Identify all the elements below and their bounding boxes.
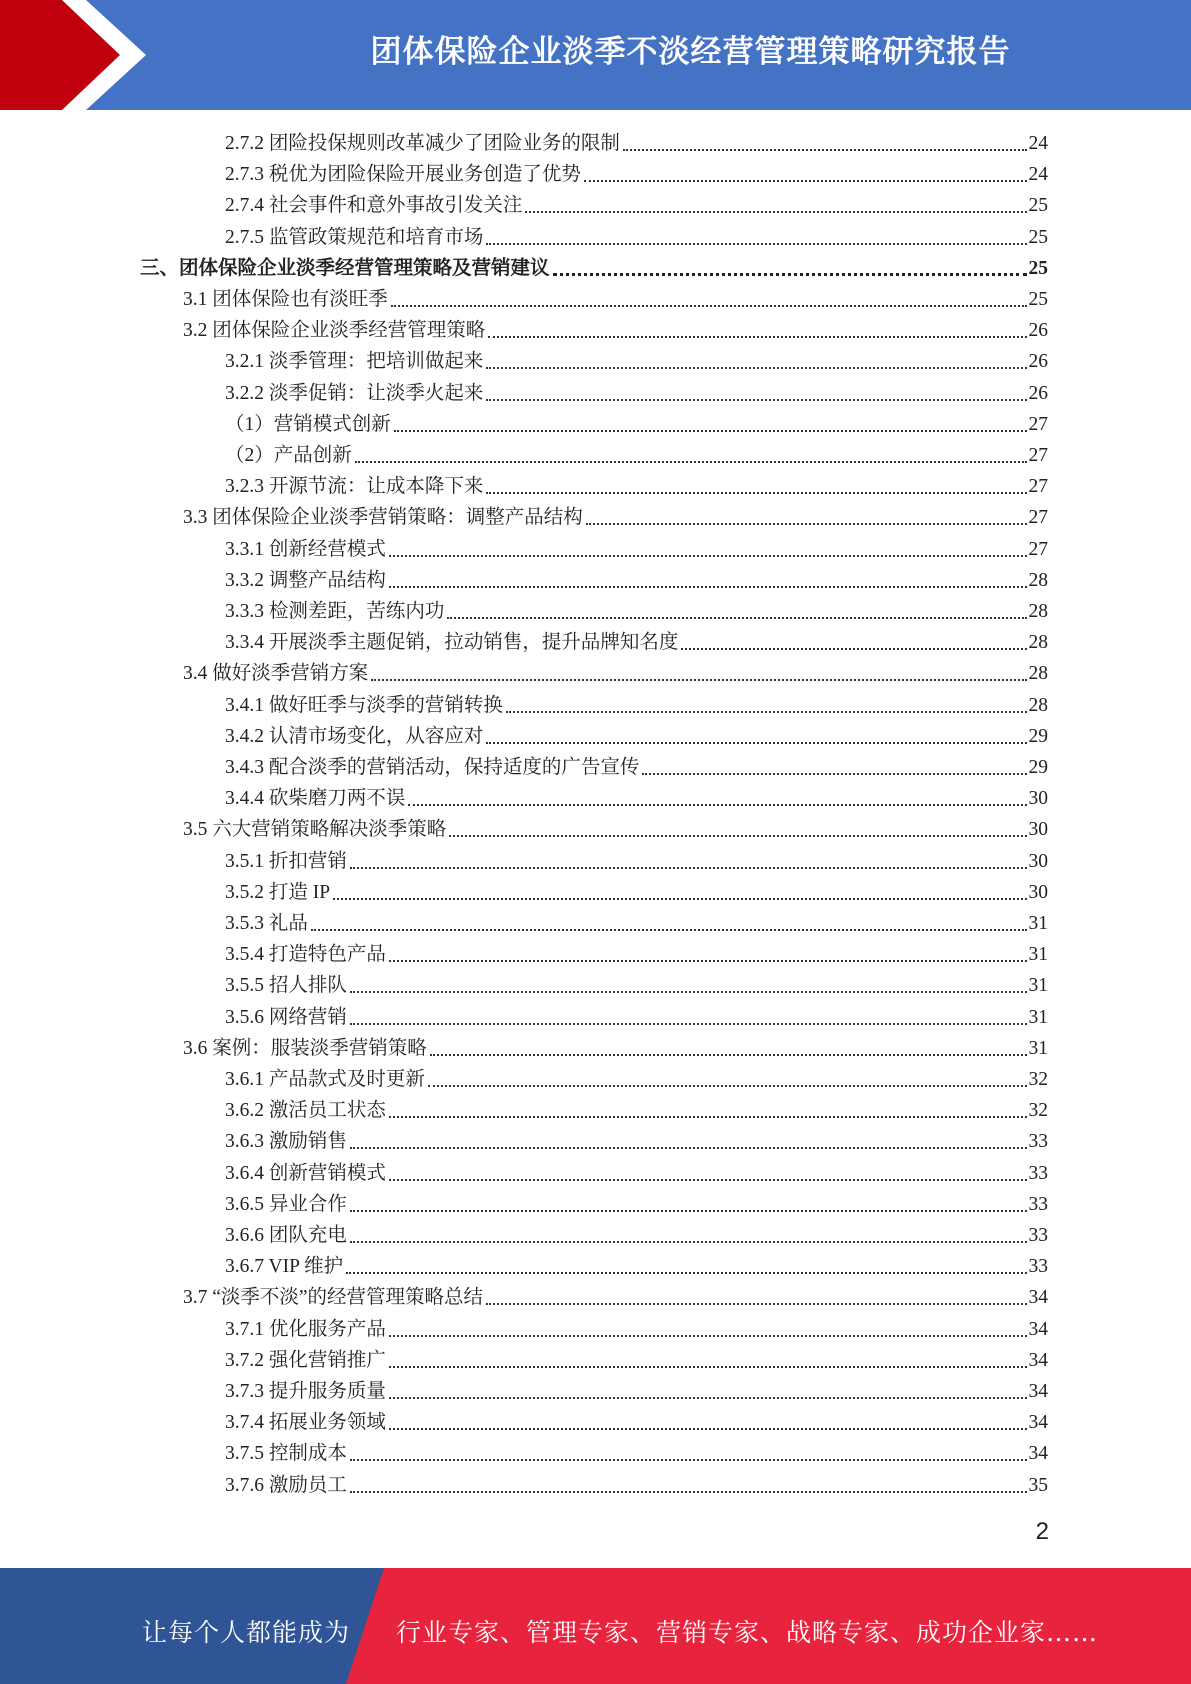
toc-entry-page: 28 — [1028, 601, 1048, 622]
toc-entry-page: 32 — [1028, 1100, 1048, 1122]
toc-entry-page: 26 — [1028, 320, 1048, 342]
toc-entry-page: 31 — [1028, 1006, 1048, 1028]
toc-entry-page: 33 — [1028, 1131, 1048, 1153]
toc-dot-leader — [447, 617, 1026, 619]
toc-dot-leader — [486, 492, 1026, 494]
toc-dot-leader — [389, 960, 1027, 962]
toc-dot-leader — [642, 773, 1026, 775]
toc-entry-page: 30 — [1028, 788, 1048, 810]
toc-entry-label: 3.2.3 开源节流：让成本降下来 — [225, 476, 484, 498]
toc-entry[interactable] — [225, 719, 1048, 750]
toc-entry[interactable] — [225, 1249, 1048, 1280]
toc-entry-label: 3.2.2 淡季促销：让淡季火起来 — [225, 382, 484, 404]
toc-dot-leader — [525, 211, 1026, 213]
toc-entry-label: （2）产品创新 — [225, 445, 352, 466]
toc-entry-page: 34 — [1028, 1318, 1048, 1340]
toc-entry-label: 3.6.3 激励销售 — [225, 1131, 347, 1153]
toc-entry[interactable] — [225, 438, 1048, 469]
toc-entry-page: 30 — [1028, 881, 1048, 903]
toc-entry-page: 26 — [1028, 382, 1048, 404]
toc-entry-page: 27 — [1028, 538, 1048, 560]
toc-dot-leader — [389, 1428, 1027, 1430]
toc-entry[interactable] — [225, 407, 1048, 438]
toc-entry-label: 3.7.5 控制成本 — [225, 1443, 347, 1465]
toc-entry[interactable] — [183, 812, 1048, 843]
toc-entry[interactable] — [183, 656, 1048, 687]
toc-entry[interactable] — [225, 1312, 1048, 1343]
toc-entry-page: 35 — [1028, 1474, 1048, 1496]
toc-entry-page: 34 — [1028, 1349, 1048, 1371]
toc-dot-leader — [355, 461, 1027, 463]
toc-dot-leader — [430, 1054, 1027, 1056]
toc-entry-label: 3.5 六大营销策略解决淡季策略 — [183, 819, 447, 841]
toc-entry[interactable] — [225, 532, 1048, 563]
toc-entry-label: 3.3.1 创新经营模式 — [225, 538, 386, 560]
toc-entry[interactable] — [225, 1000, 1048, 1031]
toc-entry[interactable] — [225, 875, 1048, 906]
toc-dot-leader — [350, 1147, 1027, 1149]
toc-entry[interactable] — [225, 188, 1048, 219]
toc-entry-page: 33 — [1028, 1225, 1048, 1246]
toc-entry-label: 3.7.1 优化服务产品 — [225, 1318, 386, 1340]
toc-entry[interactable] — [225, 563, 1048, 594]
toc-entry-label: 3.3.3 检测差距，苦练内功 — [225, 601, 445, 622]
header-arrow-decoration — [0, 0, 150, 110]
toc-entry-page: 31 — [1028, 1037, 1048, 1059]
toc-entry-label: 3.6.1 产品款式及时更新 — [225, 1069, 425, 1090]
toc-dot-leader — [449, 835, 1026, 837]
toc-entry[interactable] — [183, 282, 1048, 313]
toc-dot-leader — [350, 867, 1027, 869]
toc-entry[interactable] — [183, 1280, 1048, 1311]
footer-slogan-right: 行业专家、管理专家、营销专家、战略专家、成功企业家…… — [396, 1618, 1099, 1647]
toc-entry[interactable] — [225, 126, 1048, 157]
toc-dot-leader — [350, 1241, 1027, 1243]
toc-entry[interactable] — [225, 968, 1048, 999]
toc-dot-leader — [389, 586, 1027, 588]
toc-dot-leader — [486, 367, 1026, 369]
toc-entry[interactable] — [225, 220, 1048, 251]
toc-entry-page: 31 — [1028, 913, 1048, 934]
toc-entry[interactable] — [225, 1093, 1048, 1124]
toc-entry-page: 34 — [1028, 1381, 1048, 1402]
toc-entry[interactable] — [225, 157, 1048, 188]
toc-entry[interactable] — [225, 1468, 1048, 1499]
toc-entry[interactable] — [225, 1062, 1048, 1093]
toc-entry-page: 24 — [1028, 133, 1048, 154]
toc-entry-label: 3.1 团体保险也有淡旺季 — [183, 289, 388, 310]
toc-entry-page: 34 — [1028, 1412, 1048, 1434]
toc-entry-label: 2.7.2 团险投保规则改革减少了团险业务的限制 — [225, 133, 620, 154]
toc-entry-label: 3.2.1 淡季管理：把培训做起来 — [225, 351, 484, 373]
header-banner — [0, 0, 1191, 110]
toc-dot-leader — [311, 929, 1027, 931]
toc-entry[interactable] — [225, 906, 1048, 937]
toc-entry[interactable] — [225, 1436, 1048, 1467]
toc-entry-label: 2.7.4 社会事件和意外事故引发关注 — [225, 195, 523, 217]
toc-dot-leader — [389, 1116, 1027, 1118]
toc-dot-leader — [394, 430, 1027, 432]
footer-banner — [0, 1568, 1191, 1684]
toc-entry-label: 3.5.2 打造 IP — [225, 881, 331, 903]
toc-dot-leader — [350, 1210, 1027, 1212]
toc-entry-label: 3.5.1 折扣营销 — [225, 850, 347, 872]
toc-entry[interactable] — [183, 313, 1048, 344]
toc-entry-page: 27 — [1028, 413, 1048, 435]
toc-dot-leader — [350, 1491, 1027, 1493]
toc-entry-page: 32 — [1028, 1069, 1048, 1090]
toc-entry-label: 3.4.2 认清市场变化，从容应对 — [225, 725, 484, 747]
toc-entry-label: （1）营销模式创新 — [225, 413, 391, 435]
toc-dot-leader — [408, 804, 1026, 806]
toc-entry-page: 24 — [1028, 164, 1048, 186]
toc-entry-label: 3.4.4 砍柴磨刀两不误 — [225, 788, 406, 810]
toc-entry-label: 3.6 案例：服装淡季营销策略 — [183, 1037, 427, 1059]
toc-entry[interactable] — [140, 251, 1048, 282]
toc-entry-label: 3.5.5 招人排队 — [225, 975, 347, 997]
toc-entry[interactable] — [225, 594, 1048, 625]
footer-slogan-left: 让每个人都能成为 — [142, 1618, 351, 1647]
toc-dot-leader — [428, 1085, 1027, 1087]
toc-entry-label: 3.6.6 团队充电 — [225, 1225, 347, 1246]
toc-entry-label: 3.7.3 提升服务质量 — [225, 1381, 386, 1402]
toc-entry-label: 3.5.4 打造特色产品 — [225, 944, 386, 966]
toc-dot-leader — [389, 1366, 1027, 1368]
toc-entry-page: 34 — [1028, 1287, 1048, 1309]
toc-entry-page: 33 — [1028, 1256, 1048, 1278]
toc-dot-leader — [506, 711, 1027, 713]
toc-entry[interactable] — [225, 1156, 1048, 1187]
toc-dot-leader — [681, 648, 1026, 650]
toc-entry-page: 33 — [1028, 1162, 1048, 1184]
toc-dot-leader — [623, 149, 1027, 151]
toc-entry-page: 27 — [1028, 445, 1048, 466]
toc-dot-leader — [346, 1272, 1026, 1274]
toc-entry-page: 31 — [1028, 944, 1048, 966]
toc-entry[interactable] — [225, 1374, 1048, 1405]
toc-entry[interactable] — [225, 688, 1048, 719]
toc-entry[interactable] — [225, 781, 1048, 812]
toc-dot-leader — [486, 742, 1026, 744]
toc-entry[interactable] — [225, 376, 1048, 407]
toc-entry-label: 3.4.1 做好旺季与淡季的营销转换 — [225, 694, 503, 716]
toc-entry-page: 28 — [1028, 663, 1048, 685]
toc-dot-leader — [333, 898, 1026, 900]
toc-entry-label: 3.7.6 激励员工 — [225, 1474, 347, 1496]
toc-entry[interactable] — [183, 1031, 1048, 1062]
toc-entry[interactable] — [225, 1405, 1048, 1436]
toc-dot-leader — [350, 991, 1027, 993]
toc-entry[interactable] — [225, 469, 1048, 500]
toc-entry[interactable] — [225, 1218, 1048, 1249]
toc-entry-page: 27 — [1028, 507, 1048, 529]
toc-entry[interactable] — [225, 1124, 1048, 1155]
toc-dot-leader — [389, 1179, 1027, 1181]
toc-entry-page: 25 — [1028, 289, 1048, 310]
toc-entry[interactable] — [225, 750, 1048, 781]
toc-entry-page: 28 — [1028, 694, 1048, 716]
toc-entry-page: 34 — [1028, 1443, 1048, 1465]
toc-entry-page: 25 — [1028, 257, 1048, 279]
toc-entry-label: 3.7 “淡季不淡”的经营管理策略总结 — [183, 1287, 484, 1309]
toc-dot-leader — [586, 523, 1027, 525]
toc-entry-page: 29 — [1028, 757, 1048, 778]
toc-entry-page: 31 — [1028, 975, 1048, 997]
toc-dot-leader — [584, 180, 1027, 182]
toc-dot-leader — [389, 1335, 1027, 1337]
toc-dot-leader — [371, 679, 1026, 681]
toc-entry-label: 3.2 团体保险企业淡季经营管理策略 — [183, 320, 486, 342]
toc-entry-label: 3.6.5 异业合作 — [225, 1193, 347, 1215]
toc-dot-leader — [486, 1303, 1026, 1305]
toc-dot-leader — [486, 243, 1026, 245]
toc-entry[interactable] — [225, 937, 1048, 968]
toc-entry-label: 3.7.4 拓展业务领域 — [225, 1412, 386, 1434]
toc-entry-page: 26 — [1028, 351, 1048, 373]
toc-entry-page: 29 — [1028, 725, 1048, 747]
document-title: 团体保险企业淡季不淡经营管理策略研究报告 — [370, 34, 1011, 70]
toc-dot-leader — [486, 399, 1026, 401]
toc-entry-label: 3.4 做好淡季营销方案 — [183, 663, 369, 685]
toc-entry-label: 3.6.4 创新营销模式 — [225, 1162, 386, 1184]
toc-entry-label: 3.7.2 强化营销推广 — [225, 1349, 386, 1371]
toc-entry-label: 2.7.5 监管政策规范和培育市场 — [225, 226, 484, 248]
toc-entry[interactable] — [225, 844, 1048, 875]
toc-entry-page: 25 — [1028, 195, 1048, 217]
toc-entry-label: 3.5.6 网络营销 — [225, 1006, 347, 1028]
toc-dot-leader — [553, 273, 1027, 276]
toc-entry-label: 三、团体保险企业淡季经营管理策略及营销建议 — [140, 257, 550, 279]
toc-entry-page: 30 — [1028, 850, 1048, 872]
toc-entry-label: 3.3.2 调整产品结构 — [225, 569, 386, 591]
toc-entry-label: 3.6.7 VIP 维护 — [225, 1256, 344, 1278]
page-number: 2 — [1035, 1518, 1049, 1545]
toc-entry-page: 33 — [1028, 1193, 1048, 1215]
toc-entry[interactable] — [225, 1343, 1048, 1374]
toc-dot-leader — [350, 1459, 1027, 1461]
toc-entry[interactable] — [225, 625, 1048, 656]
toc-entry-label: 3.4.3 配合淡季的营销活动，保持适度的广告宣传 — [225, 757, 640, 778]
toc-dot-leader — [488, 336, 1026, 338]
toc-entry-page: 28 — [1028, 632, 1048, 654]
toc-entry-label: 3.3 团体保险企业淡季营销策略：调整产品结构 — [183, 507, 583, 529]
toc-entry[interactable] — [225, 1187, 1048, 1218]
toc-entry-label: 3.3.4 开展淡季主题促销，拉动销售，提升品牌知名度 — [225, 632, 679, 654]
toc-entry-label: 3.5.3 礼品 — [225, 913, 308, 934]
toc-dot-leader — [350, 1023, 1027, 1025]
toc-entry[interactable] — [225, 344, 1048, 375]
toc-entry-page: 27 — [1028, 476, 1048, 498]
toc-entry-label: 2.7.3 税优为团险保险开展业务创造了优势 — [225, 164, 581, 186]
toc-entry-page: 30 — [1028, 819, 1048, 841]
toc-entry-label: 3.6.2 激活员工状态 — [225, 1100, 386, 1122]
toc-dot-leader — [391, 305, 1027, 307]
toc-entry-page: 28 — [1028, 569, 1048, 591]
toc-dot-leader — [389, 555, 1027, 557]
toc-entry[interactable] — [183, 500, 1048, 531]
toc-entry-page: 25 — [1028, 226, 1048, 248]
toc-dot-leader — [389, 1397, 1027, 1399]
